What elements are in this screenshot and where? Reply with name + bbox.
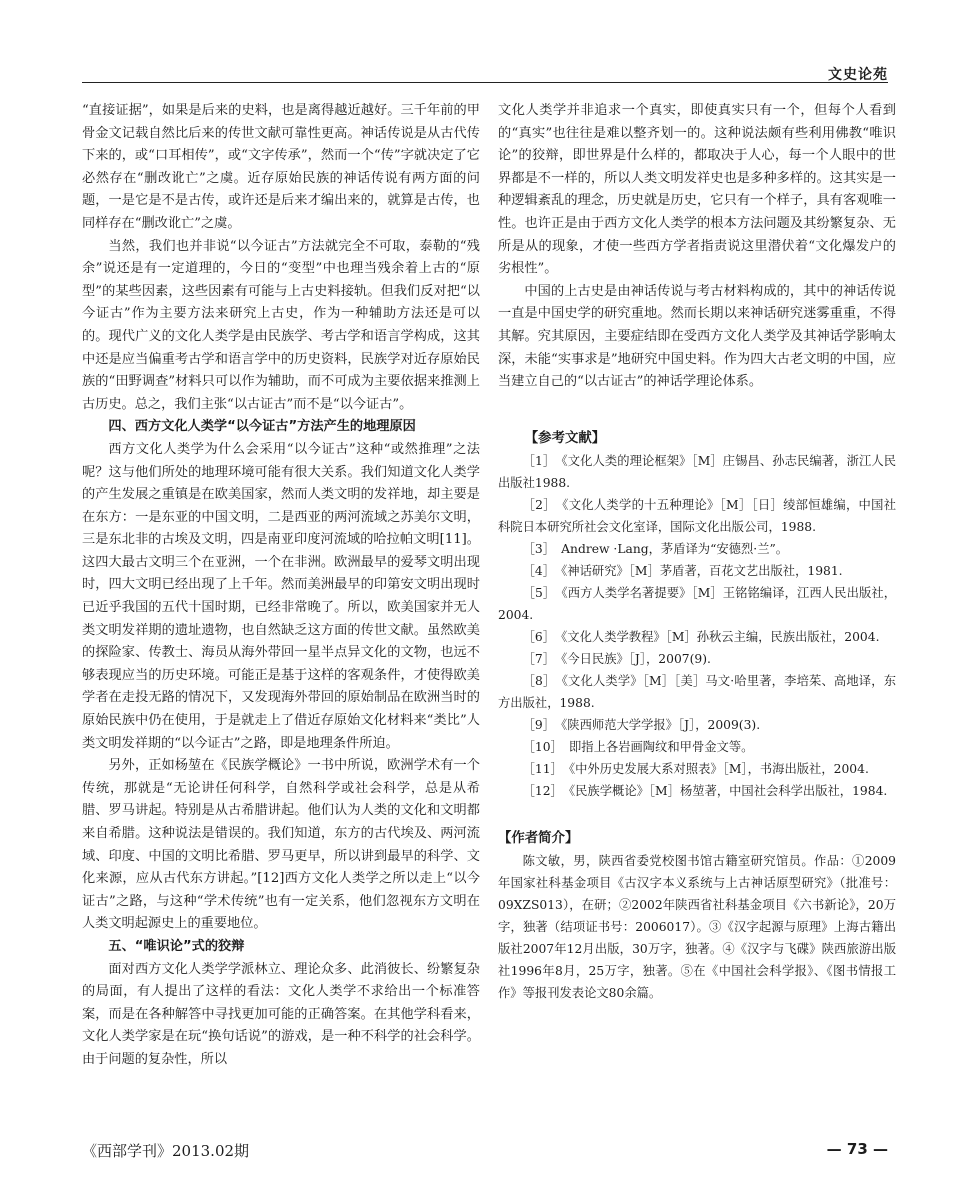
paragraph: 面对西方文化人类学学派林立、理论众多、此消彼长、纷繁复杂的局面，有人提出了这样的看法：文化人类学不求给出一个标准答案，而是在各种解答中寻找更加可能的正确答案。在其他学科看来，文化人类学家是在玩“换句话说”的游戏，是一种不科学的社会科学。由于问题的复杂性，所以 (82, 961, 480, 1067)
reference-item: ［3］ Andrew ·Lang，茅盾译为“安德烈·兰”。 (522, 541, 789, 556)
section-heading: 四、西方文化人类学“以今证古”方法产生的地理原因 (108, 419, 416, 435)
reference-item: ［1］ 《文化人类的理论框架》［M］庄锡昌、孙志民编著，浙江人民出版社1988. (498, 453, 896, 490)
references-heading: 【参考文献】 (524, 430, 606, 446)
paragraph: 当然，我们也并非说“以今证古”方法就完全不可取，泰勒的“残余”说还是有一定道理的，今日的“变型”中也理当残余着上古的“原型”的某些因素，这些因素有可能与上古史料接轨。但我们反对把“以今证古”作为主要方法来研究上古史，作为一种辅助方法还是可以的。现代广义的文化人类学是由民族学、考古学和语言学构成，这其中还是应当偏重考古学和语言学中的历史资料，民族学对近存原始民族的“田野调查”材料只可以作为辅助，而不可成为主要依据来推测上古历史。总之，我们主张“以古证古”而不是“以今证古”。 (82, 238, 480, 412)
paragraph: 另外，正如杨堃在《民族学概论》一书中所说，欧洲学术有一个传统，那就是“无论讲任何科学，自然科学或社会科学，总是从希腊、罗马讲起。特别是从古希腊讲起。他们认为人类的文化和文明都来自希腊。这种说法是错误的。我们知道，东方的古代埃及、两河流域、印度、中国的文明比希腊、罗马更早，所以讲到最早的科学、文化来源，应从古代东方讲起。”[12]西方文化人类学之所以走上“以今证古”之路，与这种“学术传统”也有一定关系，他们忽视东方文明在人类文明起源史上的重要地位。 (82, 758, 480, 932)
page-number: — 73 — (826, 1140, 888, 1158)
references-list (498, 450, 896, 802)
paragraph: “直接证据”，如果是后来的史料，也是离得越近越好。三千年前的甲骨金文记载自然比后来的传世文献可靠性更高。神话传说是从古代传下来的，或“口耳相传”，或“文字传承”，然而一个“传”字就决定了它必然存在“删改讹亡”之虞。近存原始民族的神话传说有两方面的问题，一是它是不是古传，或许还是后来才编出来的，就算是古传，也同样存在“删改讹亡”之虞。 (82, 103, 480, 231)
reference-item: ［8］ 《文化人类学》［M］［美］马文·哈里著，李培茱、高地译，东方出版社，1988. (498, 673, 896, 710)
reference-item: ［12］ 《民族学概论》［M］杨堃著，中国社会科学出版社，1984. (522, 783, 888, 798)
reference-item: ［5］ 《西方人类学名著提要》［M］王铭铭编译，江西人民出版社，2004. (498, 585, 896, 622)
paragraph: 中国的上古史是由神话传说与考古材料构成的，其中的神话传说一直是中国史学的研究重地。然而长期以来神话研究迷雾重重，不得其解。究其原因，主要症结即在受西方文化人类学及其神话学影响太深，未能“实事求是”地研究中国史料。作为四大古老文明的中国，应当建立自己的“以古证古”的神话学理论体系。 (498, 283, 896, 390)
paragraph: 文化人类学并非追求一个真实，即使真实只有一个，但每个人看到的“真实”也往往是难以整齐划一的。这种说法颇有些利用佛教“唯识论”的狡辩，即世界是什么样的，都取决于人心，每一个人眼中的世界都是不一样的，所以人类文明发祥史也是多种多样的。这其实是一种逻辑紊乱的理念，历史就是历史，它只有一个样子，具有客观唯一性。也许正是由于西方文化人类学的根本方法问题及其纷繁复杂、无所是从的现象，才使一些西方学者指责说这里潜伏着“文化爆发户的劣根性”。 (498, 103, 896, 277)
left-column (82, 100, 480, 1072)
paragraph: 西方文化人类学为什么会采用“以今证古”这种“或然推理”之法呢？这与他们所处的地理环境可能有很大关系。我们知道文化人类学的产生发展之重镇是在欧美国家，然而人类文明的发祥地，却主要是在东方：一是东亚的中国文明，二是西亚的两河流域之苏美尔文明，三是东北非的古埃及文明，四是南亚印度河流域的哈拉帕文明[11]。这四大最古文明三个在亚洲，一个在非洲。欧洲最早的爱琴文明出现时，四大文明已经出现了上千年。然而美洲最早的印第安文明出现时已近乎我国的五代十国时期，已经非常晚了。所以，欧美国家并无人类文明发祥期的遗址遗物，也自然缺乏这方面的传世文献。虽然欧美的探险家、传教士、海员从海外带回一星半点异文化的文物，也远不够表现应当的历史环境。可能正是基于这样的客观条件，才使得欧美学者在走投无路的情况下，又发现海外带回的原始制品在欧洲当时的原始民族中仍在使用，于是就走上了借近存原始文化材料来“类比”人类文明发祥期的“以今证古”之路，即是地理条件所迫。 (82, 441, 480, 751)
reference-item: ［11］ 《中外历史发展大系对照表》［M］，书海出版社，2004. (522, 761, 869, 776)
reference-item: ［7］ 《今日民族》［J］，2007(9). (522, 651, 711, 666)
reference-item: ［9］ 《陕西师范大学学报》［J］，2009(3). (522, 717, 761, 732)
right-column (498, 100, 896, 1004)
author-heading: 【作者简介】 (498, 830, 579, 846)
reference-item: ［2］ 《文化人类学的十五种理论》［M］［日］绫部恒雄编，中国社科院日本研究所社会文化室译，国际文化出版公司，1988. (498, 497, 896, 534)
header-rule (82, 82, 888, 83)
section-title: 文史论苑 (828, 67, 888, 83)
reference-item: ［6］ 《文化人类学教程》［M］孙秋云主编，民族出版社，2004. (522, 629, 880, 644)
journal-issue: 《西部学刊》2013.02期 (82, 1142, 250, 1160)
right-body-text (498, 100, 896, 394)
reference-item: ［10］ 即指上各岩画陶纹和甲骨金文等。 (522, 739, 754, 754)
reference-item: ［4］ 《神话研究》［M］茅盾著，百花文艺出版社，1981. (522, 563, 843, 578)
author-bio: 陈文敏，男，陕西省委党校图书馆古籍室研究馆员。作品：①2009年国家社科基金项目《古汉字本义系统与上古神话原型研究》（批准号：09XZS013），在研；②2002年陕西省社科基金项目《六书新论》，20万字，独著（结项证书号：2006017）。③《汉字起源与原理》上海古籍出版社2007年12月出版，30万字，独著。④《汉字与飞碟》陕西旅游出版社1996年8月，25万字，独著。⑤在《中国社会科学报》、《图书情报工作》等报刊发表论文80余篇。 (498, 853, 896, 1000)
section-heading: 五、“唯识论”式的狡辩 (108, 938, 245, 954)
author-section (498, 828, 896, 1004)
references-section (498, 428, 896, 802)
